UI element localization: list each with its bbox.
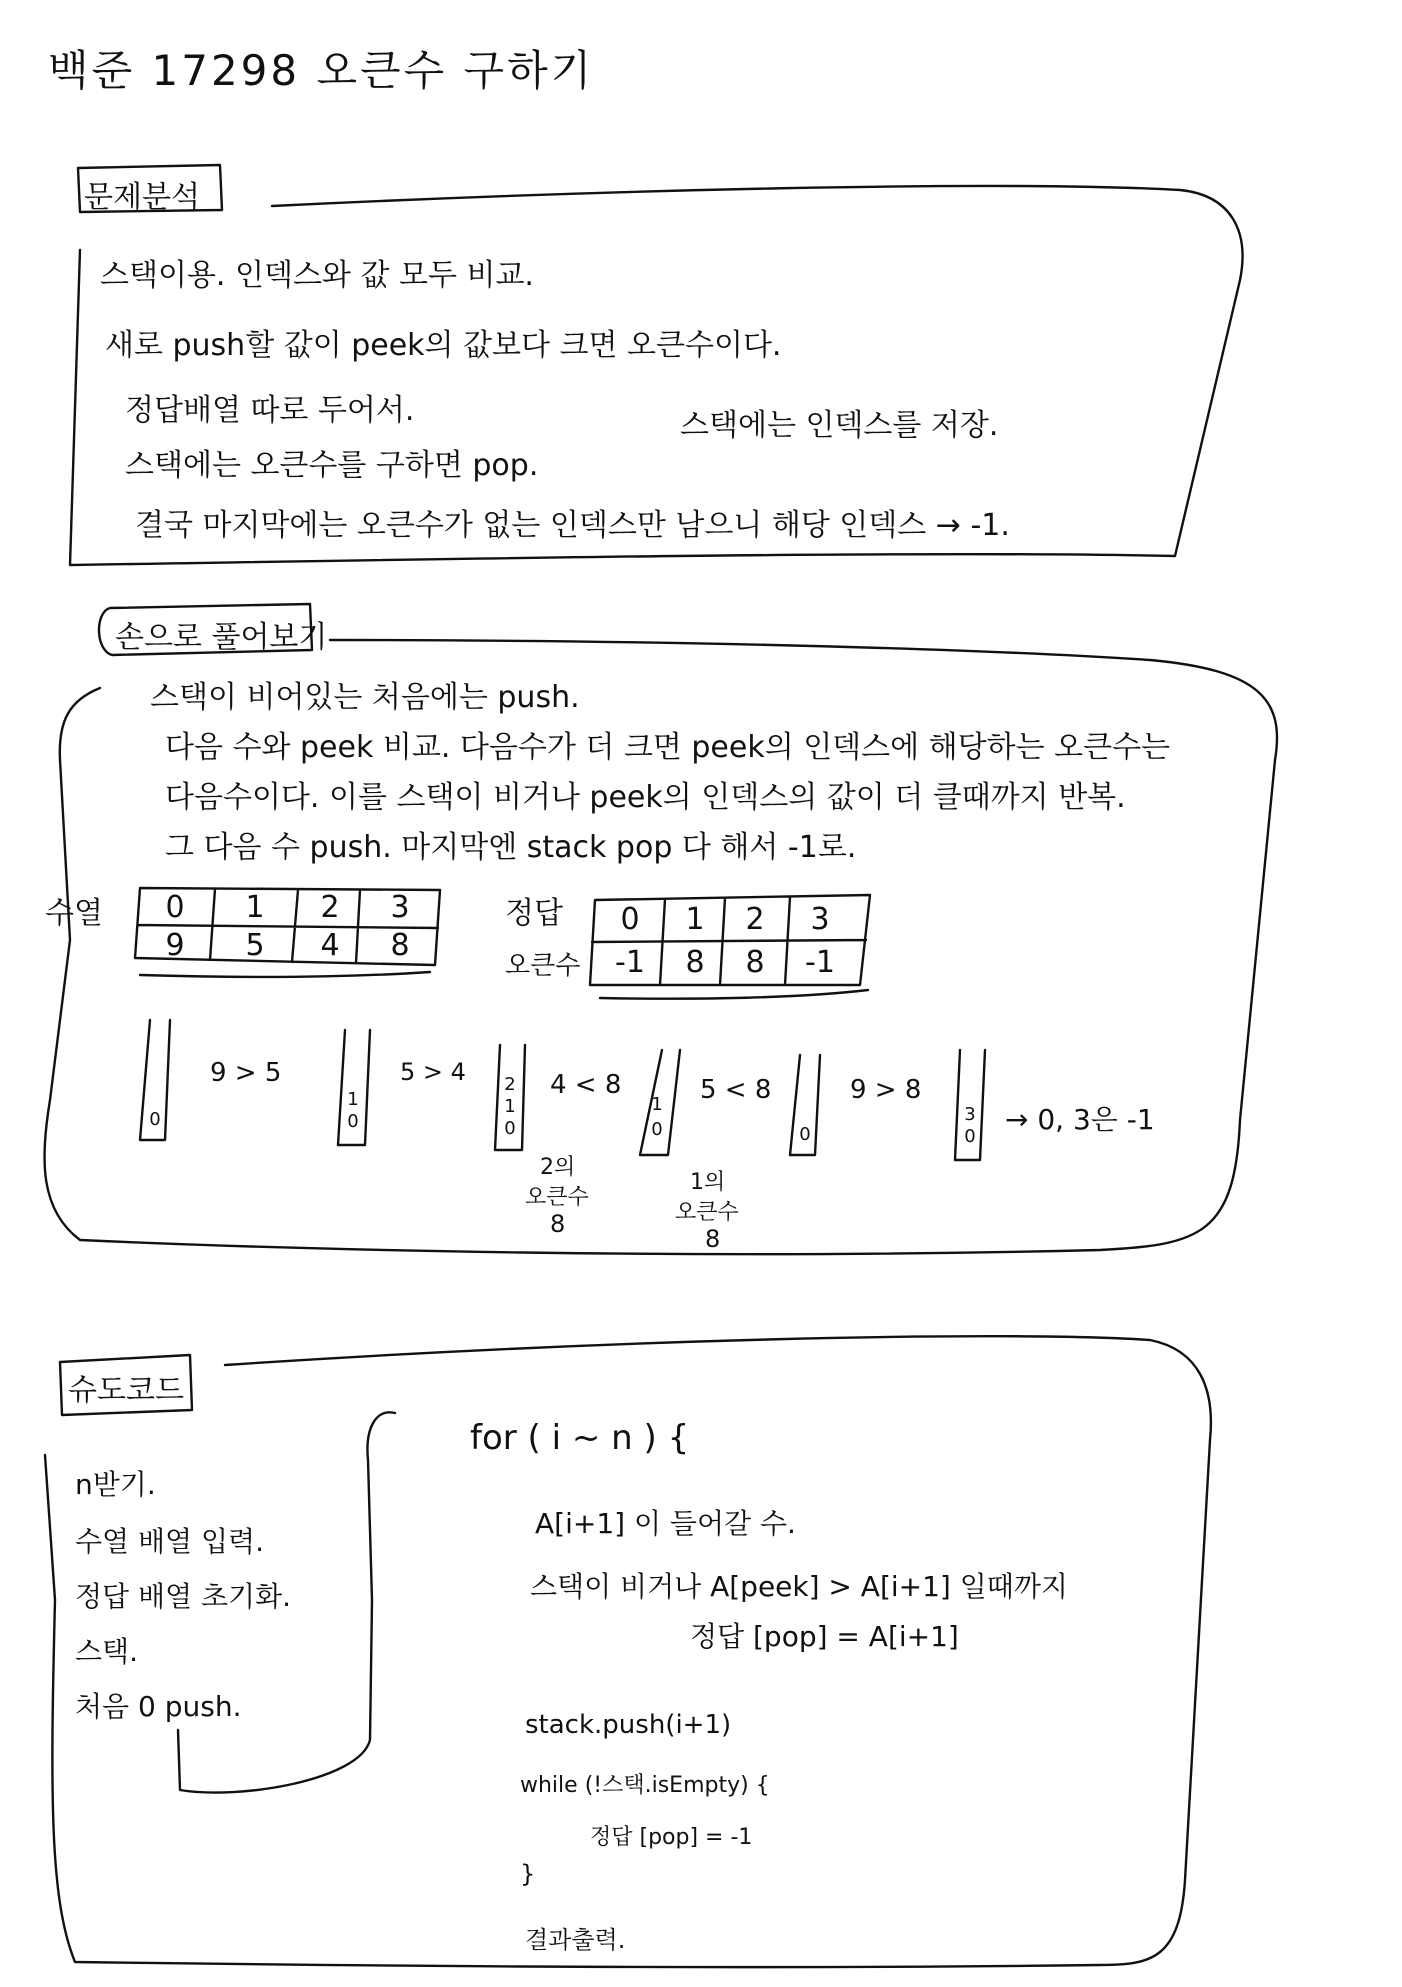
code-line-6: while (!스택.isEmpty) {: [520, 1773, 770, 1798]
analysis-line-1: 스택이용. 인덱스와 값 모두 비교.: [100, 258, 534, 293]
okeunsu-label: 오큰수: [505, 951, 581, 981]
analysis-line-5: 스택에는 오큰수를 구하면 pop.: [125, 448, 539, 483]
note-a-line-3: 8: [550, 1210, 566, 1238]
stack-4-item-0: 1: [651, 1094, 663, 1115]
stack-6-item-1: 0: [964, 1126, 976, 1147]
note-b-line-3: 8: [705, 1225, 721, 1253]
stack-5-item-0: 0: [799, 1124, 811, 1145]
ans-value-3: -1: [805, 945, 835, 980]
stack-2-item-1: 0: [347, 1111, 359, 1132]
handsolve-line-2: 다음 수와 peek 비교. 다음수가 더 크면 peek의 인덱스에 해당하는 오큰수는: [165, 730, 1171, 765]
sequence-label: 수열: [45, 896, 103, 931]
ans-index-1: 1: [685, 902, 705, 937]
code-line-3: 스택이 비거나 A[peek] > A[i+1] 일때까지: [530, 1570, 1068, 1603]
analysis-line-4: 스택에는 인덱스를 저장.: [680, 408, 999, 443]
stack-4-compare: 5 < 8: [700, 1075, 772, 1105]
page-title: 백준 17298 오큰수 구하기: [48, 46, 595, 95]
seq-index-1: 1: [245, 890, 265, 925]
code-line-7: 정답 [pop] = -1: [590, 1825, 753, 1850]
handsolve-line-3: 다음수이다. 이를 스택이 비거나 peek의 인덱스의 값이 더 클때까지 반복.: [165, 780, 1126, 815]
code-line-5: stack.push(i+1): [525, 1710, 732, 1740]
seq-value-1: 5: [245, 928, 265, 963]
code-line-9: 결과출력.: [525, 1926, 626, 1954]
analysis-heading: 문제분석: [84, 180, 200, 215]
seq-value-2: 4: [320, 928, 340, 963]
note-a-line-1: 2의: [540, 1155, 576, 1180]
seq-index-3: 3: [390, 890, 410, 925]
stack-2-compare: 5 > 4: [400, 1058, 466, 1086]
note-b-line-1: 1의: [690, 1170, 726, 1195]
handsolve-line-4: 그 다음 수 push. 마지막엔 stack pop 다 해서 -1로.: [165, 830, 857, 865]
stack-3-compare: 4 < 8: [550, 1070, 622, 1100]
note-a-line-2: 오큰수: [525, 1185, 589, 1210]
pseudo-left-2: 수열 배열 입력.: [75, 1525, 264, 1558]
stack-1-item-0: 0: [149, 1109, 161, 1130]
seq-value-0: 9: [165, 928, 185, 963]
stack-6-compare: → 0, 3은 -1: [1005, 1103, 1155, 1136]
code-line-8: }: [520, 1860, 536, 1888]
code-line-2: A[i+1] 이 들어갈 수.: [535, 1507, 796, 1540]
stack-3-item-2: 0: [504, 1118, 516, 1139]
handsolve-heading: 손으로 풀어보기: [115, 620, 328, 655]
pseudocode-heading: 슈도코드: [68, 1373, 184, 1408]
seq-index-0: 0: [165, 890, 185, 925]
stack-3-item-0: 2: [504, 1074, 516, 1095]
code-line-4: 정답 [pop] = A[i+1]: [690, 1620, 959, 1653]
stack-3-item-1: 1: [504, 1096, 516, 1117]
seq-value-3: 8: [390, 928, 410, 963]
ans-index-0: 0: [620, 902, 640, 937]
ans-value-0: -1: [615, 945, 645, 980]
ans-value-2: 8: [745, 945, 765, 980]
pseudo-left-5: 처음 0 push.: [75, 1690, 242, 1723]
stack-5-compare: 9 > 8: [850, 1075, 922, 1105]
ans-index-3: 3: [810, 902, 830, 937]
code-line-1: for ( i ~ n ) {: [470, 1418, 690, 1458]
pseudo-left-3: 정답 배열 초기화.: [75, 1580, 292, 1613]
stack-1-compare: 9 > 5: [210, 1058, 282, 1088]
analysis-line-6: 결국 마지막에는 오큰수가 없는 인덱스만 남으니 해당 인덱스 → -1.: [135, 508, 1010, 543]
pseudo-left-4: 스택.: [75, 1635, 138, 1668]
seq-index-2: 2: [320, 890, 340, 925]
stack-6-item-0: 3: [964, 1104, 976, 1125]
ans-index-2: 2: [745, 902, 765, 937]
pseudo-left-1: n받기.: [75, 1468, 156, 1501]
analysis-line-2: 새로 push할 값이 peek의 값보다 크면 오큰수이다.: [105, 328, 782, 363]
answer-label: 정답: [505, 896, 563, 931]
ans-value-1: 8: [685, 945, 705, 980]
stack-2-item-0: 1: [347, 1089, 359, 1110]
analysis-line-3: 정답배열 따로 두어서.: [125, 393, 415, 428]
note-b-line-2: 오큰수: [675, 1200, 739, 1225]
handsolve-line-1: 스택이 비어있는 처음에는 push.: [150, 680, 580, 715]
stack-4-item-1: 0: [651, 1119, 663, 1140]
